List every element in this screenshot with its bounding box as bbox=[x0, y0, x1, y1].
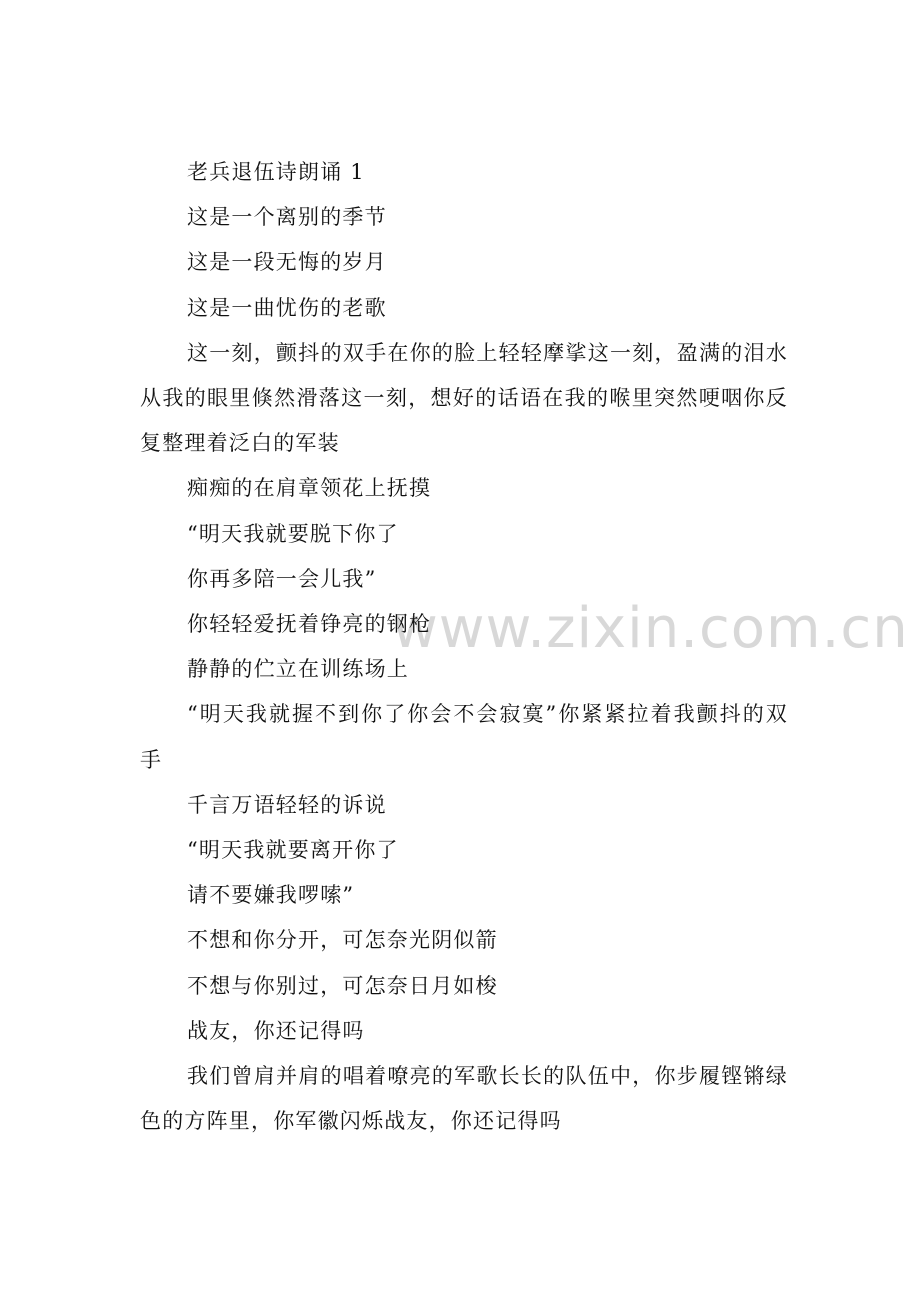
poem-line: 这是一个离别的季节 bbox=[187, 205, 387, 230]
poem-line: “明天我就要脱下你了 bbox=[187, 521, 399, 546]
document-body bbox=[140, 150, 788, 1144]
poem-line: 这是一曲忧伤的老歌 bbox=[187, 295, 387, 320]
poem-line: 战友，你还记得吗 bbox=[187, 1018, 365, 1043]
poem-paragraph: “明天我就握不到你了你会不会寂寞”你紧紧拉着我颤抖的双手 bbox=[140, 702, 788, 772]
poem-line: 你轻轻爱抚着铮亮的钢枪 bbox=[187, 612, 432, 637]
poem-line: 千言万语轻轻的诉说 bbox=[187, 792, 387, 817]
poem-line: 不想与你别过，可怎奈日月如梭 bbox=[187, 973, 498, 998]
poem-line: “明天我就要离开你了 bbox=[187, 838, 399, 863]
poem-line: 静静的伫立在训练场上 bbox=[187, 657, 409, 682]
poem-line: 这是一段无悔的岁月 bbox=[187, 250, 387, 275]
poem-paragraph: 这一刻，颤抖的双手在你的脸上轻轻摩挲这一刻，盈满的泪水从我的眼里倏然滑落这一刻，想好的话语在我的喉里突然哽咽你反复整理着泛白的军装 bbox=[140, 340, 788, 456]
poem-line: 请不要嫌我啰嗦” bbox=[187, 883, 355, 908]
poem-line: 不想和你分开，可怎奈光阴似箭 bbox=[187, 928, 498, 953]
poem-line: 你再多陪一会儿我” bbox=[187, 566, 377, 591]
poem-title: 老兵退伍诗朗诵 1 bbox=[187, 160, 365, 184]
poem-paragraph: 我们曾肩并肩的唱着嘹亮的军歌长长的队伍中，你步履铿锵绿色的方阵里，你军徽闪烁战友，你还记得吗 bbox=[140, 1064, 788, 1134]
poem-line: 痴痴的在肩章领花上抚摸 bbox=[187, 476, 432, 501]
watermark: www.zixin.com.cn bbox=[392, 596, 909, 661]
